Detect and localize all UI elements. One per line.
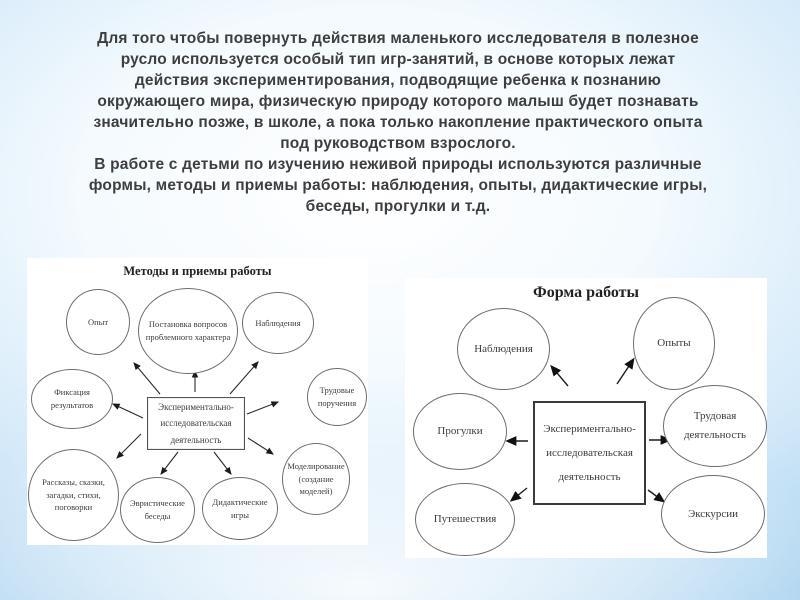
methods-node-recording-results: Фиксация результатов <box>31 369 113 429</box>
methods-diagram-title: Методы и приемы работы <box>123 264 272 278</box>
forms-node-observations: Наблюдения <box>457 308 550 390</box>
methods-center-box: Экспериментально-исследовательская деятельность <box>147 397 245 450</box>
forms-diagram <box>405 278 767 558</box>
methods-node-didactic-games: Дидактические игры <box>202 477 278 540</box>
paragraph-1: Для того чтобы повернуть действия маленького исследователя в полезное русло используется особый тип игр-занятий, в основе которых лежат действия экспериментирования, подводящие ребенка к познанию окружающего мира, физическую природу которого малыш будет познавать значительно позже, в школе, а пока только накопление практического опыта под руководством взрослого. <box>93 30 703 152</box>
forms-diagram-title: Форма работы <box>532 284 639 301</box>
forms-node-walks: Прогулки <box>413 393 507 470</box>
forms-node-journeys: Путешествия <box>415 483 515 556</box>
methods-node-stories-tales: Рассказы, сказки, загадки, стихи, поговорки <box>28 449 119 541</box>
slide-text-block <box>84 28 712 217</box>
methods-diagram <box>27 258 368 545</box>
methods-node-observations: Наблюдения <box>242 292 314 354</box>
forms-node-excursions: Экскурсии <box>661 475 765 553</box>
forms-node-experiments: Опыты <box>633 297 715 390</box>
methods-node-modeling: Моделирование (создание моделей) <box>282 443 350 515</box>
paragraph-2: В работе с детьми по изучению неживой природы используются различные формы, методы и приемы работы: наблюдения, опыты, дидактические игры, беседы, прогулки и т.д. <box>88 156 708 215</box>
forms-node-labor-activity: Трудовая деятельность <box>663 385 767 467</box>
methods-node-heuristic-talks: Эвристические беседы <box>120 477 195 543</box>
methods-node-experience: Опыт <box>66 289 130 355</box>
methods-node-problem-questions: Постановка вопросов проблемного характера <box>138 288 238 374</box>
forms-center-box: Экспериментально-исследовательская деятельность <box>533 401 646 505</box>
methods-node-work-assignments: Трудовые поручения <box>307 368 367 426</box>
